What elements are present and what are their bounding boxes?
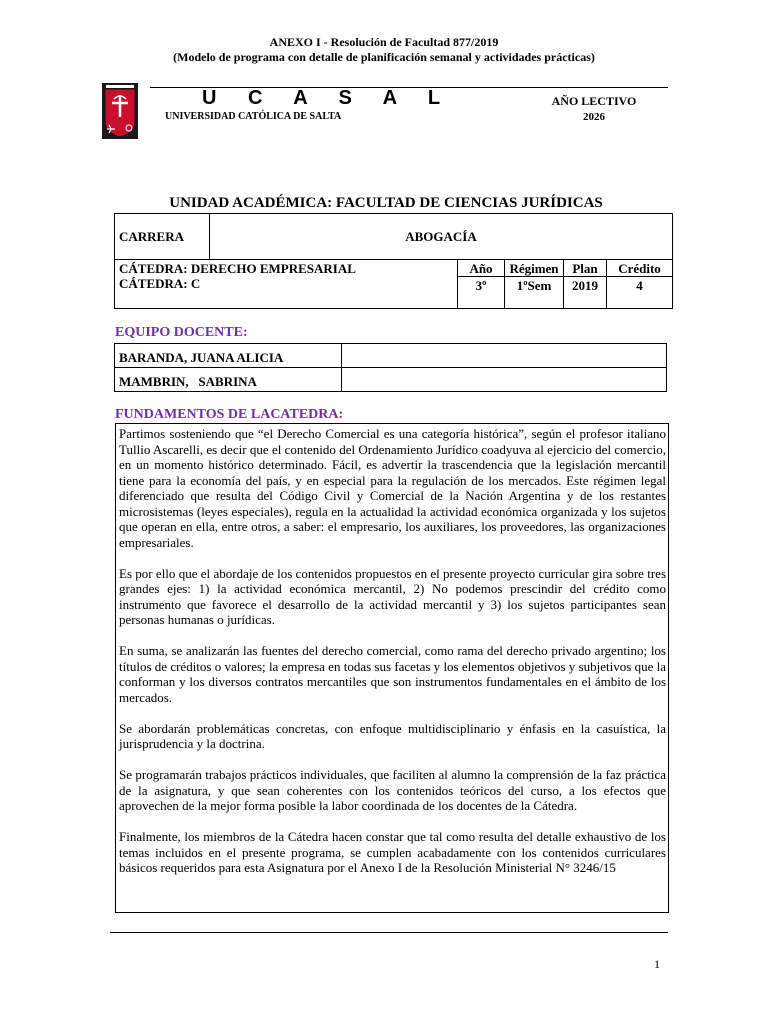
fundamentos-paragraph: En suma, se analizarán las fuentes del derecho comercial, como rama del derecho privado argentino; los títulos de créditos o valores; la empresa en todas sus facetas y los elementos objetivos y subjetivos que la conforman y los diversos contratos mercantiles que son instrumentos fundamentales en el ámbito de los mercados.: [119, 643, 666, 705]
regimen-header: Régimen: [505, 260, 564, 277]
academic-year-label: AÑO LECTIVO: [551, 94, 637, 108]
catedra-names: [115, 260, 458, 309]
fundamentos-paragraph: Se abordarán problemáticas concretas, con enfoque multidisciplinario y énfasis en la casuística, la jurisprudencia y la doctrina.: [119, 720, 666, 751]
docente-name: MAMBRIN, SABRINA: [115, 368, 342, 392]
plan-header: Plan: [564, 260, 607, 277]
equipo-docente-title: EQUIPO DOCENTE:: [115, 325, 248, 340]
fundamentos-paragraph: Se programarán trabajos prácticos individuales, que faciliten al alumno la comprensión de la faz práctica de la asignatura, y que sean coherentes con los contenidos teóricos del curso, a los efectos que aprovechen de la mejor forma posible la labor coordinada de los docentes de la Cátedra.: [119, 767, 666, 813]
fundamentos-body: [115, 423, 669, 913]
catedra-table: [114, 259, 673, 309]
academic-year-value: 2026: [583, 111, 605, 123]
career-value: ABOGACÍA: [210, 214, 673, 260]
fundamentos-title: FUNDAMENTOS DE LACATEDRA:: [115, 407, 344, 422]
credito-value: 4: [607, 277, 673, 309]
table-row: [115, 368, 667, 392]
docentes-table: [114, 343, 667, 392]
academic-unit-title: UNIDAD ACADÉMICA: FACULTAD DE CIENCIAS JURÍDICAS: [169, 195, 603, 211]
fundamentos-paragraph: Partimos sosteniendo que “el Derecho Comercial es una categoría histórica”, según el profesor italiano Tullio Ascarelli, es decir que el contenido del Ordenamiento Jurídico coadyuva al ejercicio del comercio, en un momento histórico determinado. Fácil, es advertir la trascendencia que la legislación mercantil tiene para la economía del país, y en especial para la regulación de los mercados. Este régimen legal diferenciado que resulta del Código Civil y Comercial de la Nación Argentina y de los restantes microsistemas (leyes especiales), regula en la actualidad la actividad económica organizada y los sujetos que operan en ella, entre otros, a saber: el empresario, los auxiliares, los proveedores, las organizaciones empresariales.: [119, 426, 666, 550]
docente-role: [342, 368, 667, 392]
docente-role: [342, 344, 667, 368]
table-row: [115, 344, 667, 368]
anio-value: 3º: [458, 277, 505, 309]
catedra-name: CÁTEDRA: DERECHO EMPRESARIAL: [119, 261, 356, 276]
page-number: 1: [654, 957, 660, 971]
university-name: UNIVERSIDAD CATÓLICA DE SALTA: [165, 111, 342, 122]
university-crest-icon: [102, 83, 138, 139]
credito-header: Crédito: [607, 260, 673, 277]
anio-header: Año: [458, 260, 505, 277]
annex-subtitle: (Modelo de programa con detalle de planificación semanal y actividades prácticas): [173, 50, 595, 64]
footer-rule: [110, 932, 668, 933]
docente-name: BARANDA, JUANA ALICIA: [115, 344, 342, 368]
fundamentos-paragraph: Es por ello que el abordaje de los contenidos propuestos en el presente proyecto curricular gira sobre tres grandes ejes: 1) la actividad económica mercantil, 2) No podemos prescindir del crédito como instrumento que favorece el desarrollo de la actividad mercantil y 3) los sujetos participantes sean personas humanas o jurídicas.: [119, 565, 666, 627]
regimen-value: 1ºSem: [505, 277, 564, 309]
catedra-letter: CÁTEDRA: C: [119, 276, 201, 291]
annex-title: ANEXO I - Resolución de Facultad 877/2019: [269, 35, 499, 49]
career-label: CARRERA: [115, 214, 210, 260]
career-table: [114, 213, 673, 260]
university-acronym: U C A S A L: [202, 87, 454, 109]
plan-value: 2019: [564, 277, 607, 309]
fundamentos-paragraph: Finalmente, los miembros de la Cátedra hacen constar que tal como resulta del detalle exhaustivo de los temas incluidos en el presente programa, se cumplen acabadamente con los contenidos curriculares básicos requeridos para esta Asignatura por el Anexo I de la Resolución Ministerial N° 3246/15: [119, 829, 666, 875]
